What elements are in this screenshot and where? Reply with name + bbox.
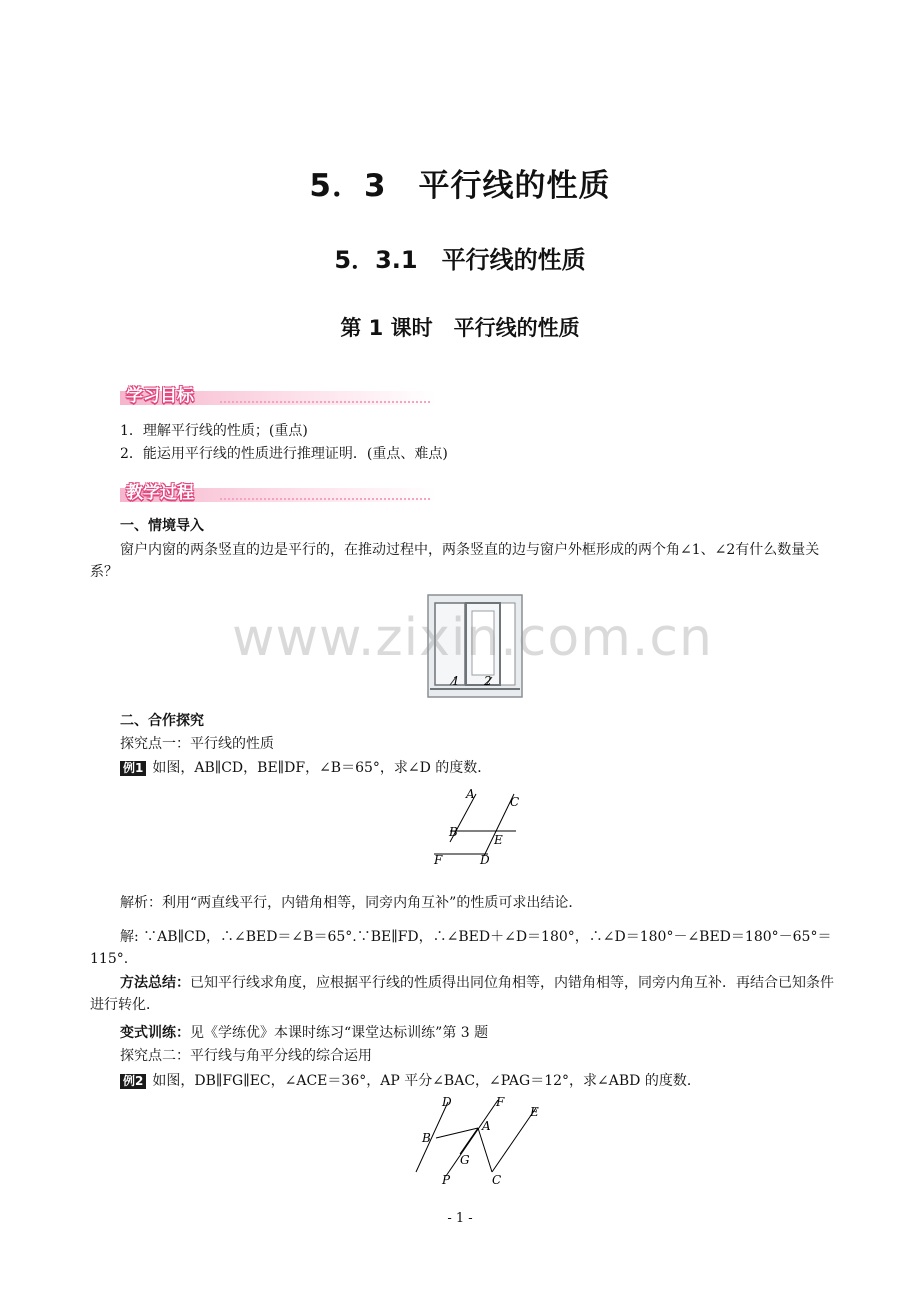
goal-item-2: 2．能运用平行线的性质进行推理证明．(重点、难点) [120,446,448,462]
example-2-badge: 例2 [120,1074,146,1089]
example-2 [120,1071,701,1091]
method-summary [90,972,835,1016]
goal-item-1: 1．理解平行线的性质；(重点) [120,423,308,439]
fig1-label-C: C [510,795,520,809]
method-summary-label: 方法总结： [120,975,190,991]
variant-training-text: 见《学练优》本课时练习“课堂达标训练”第 3 题 [190,1025,489,1041]
learning-goals-banner-text: 学习目标 [126,386,194,406]
lesson-title: 第 1 课时 平行线的性质 [340,316,580,340]
figure-1 [428,784,524,874]
page-number: - 1 - [447,1211,473,1226]
fig2-label-C: C [492,1173,502,1186]
section-subtitle: 5．3.1 平行线的性质 [334,246,586,274]
analysis: 解析：利用“两直线平行，内错角相等，同旁内角互补”的性质可求出结论． [120,895,583,911]
exploration-point-1: 探究点一：平行线的性质 [120,736,274,752]
fig2-label-A: A [482,1119,491,1133]
fig1-label-A: A [466,787,475,801]
exploration-point-2: 探究点二：平行线与角平分线的综合运用 [120,1048,372,1064]
watermark: www.zixin.com.cn [232,608,713,668]
fig2-label-F: F [496,1095,505,1109]
fig2-label-P: P [442,1173,451,1186]
fig2-label-D: D [442,1095,452,1109]
fig2-label-G: G [460,1153,470,1167]
fig2-label-E: E [530,1105,539,1119]
section1-heading: 一、情境导入 [120,518,204,534]
solution: 解: ∵AB∥CD，∴∠BED＝∠B＝65°.∵BE∥FD，∴∠BED＋∠D＝180°，∴∠D＝180°－∠BED＝180°－65°＝115°. [90,929,832,967]
page-title: 5．3 平行线的性质 [309,168,611,204]
variant-training-label: 变式训练： [120,1025,190,1041]
example-1-badge: 例1 [120,761,146,776]
teaching-process-banner-text: 教学过程 [126,483,194,503]
learning-goals-banner [120,381,436,411]
example-1-text: 如图，AB∥CD，BE∥DF，∠B＝65°，求∠D 的度数． [152,760,492,776]
fig1-label-B: B [449,825,458,839]
section2-heading: 二、合作探究 [120,713,204,729]
method-summary-text: 已知平行线求角度，应根据平行线的性质得出同位角相等，内错角相等，同旁内角互补．再结合已知条件进行转化． [90,975,834,1013]
window-angle-2-label: 2 [484,674,492,688]
window-angle-1-label: 1 [452,674,460,688]
example-2-text: 如图，DB∥FG∥EC，∠ACE＝36°，AP 平分∠BAC，∠PAG＝12°，求∠ABD 的度数． [152,1073,701,1089]
variant-training [120,1023,488,1043]
figure-2 [412,1094,552,1186]
example-1 [120,758,491,778]
fig1-label-E: E [494,833,503,847]
teaching-process-banner [120,478,436,508]
fig1-label-F: F [434,853,443,867]
section1-text: 窗户内窗的两条竖直的边是平行的，在推动过程中，两条竖直的边与窗户外框形成的两个角∠1、∠2有什么数量关系？ [90,542,820,580]
fig2-label-B: B [422,1131,431,1145]
fig1-label-D: D [480,853,490,867]
